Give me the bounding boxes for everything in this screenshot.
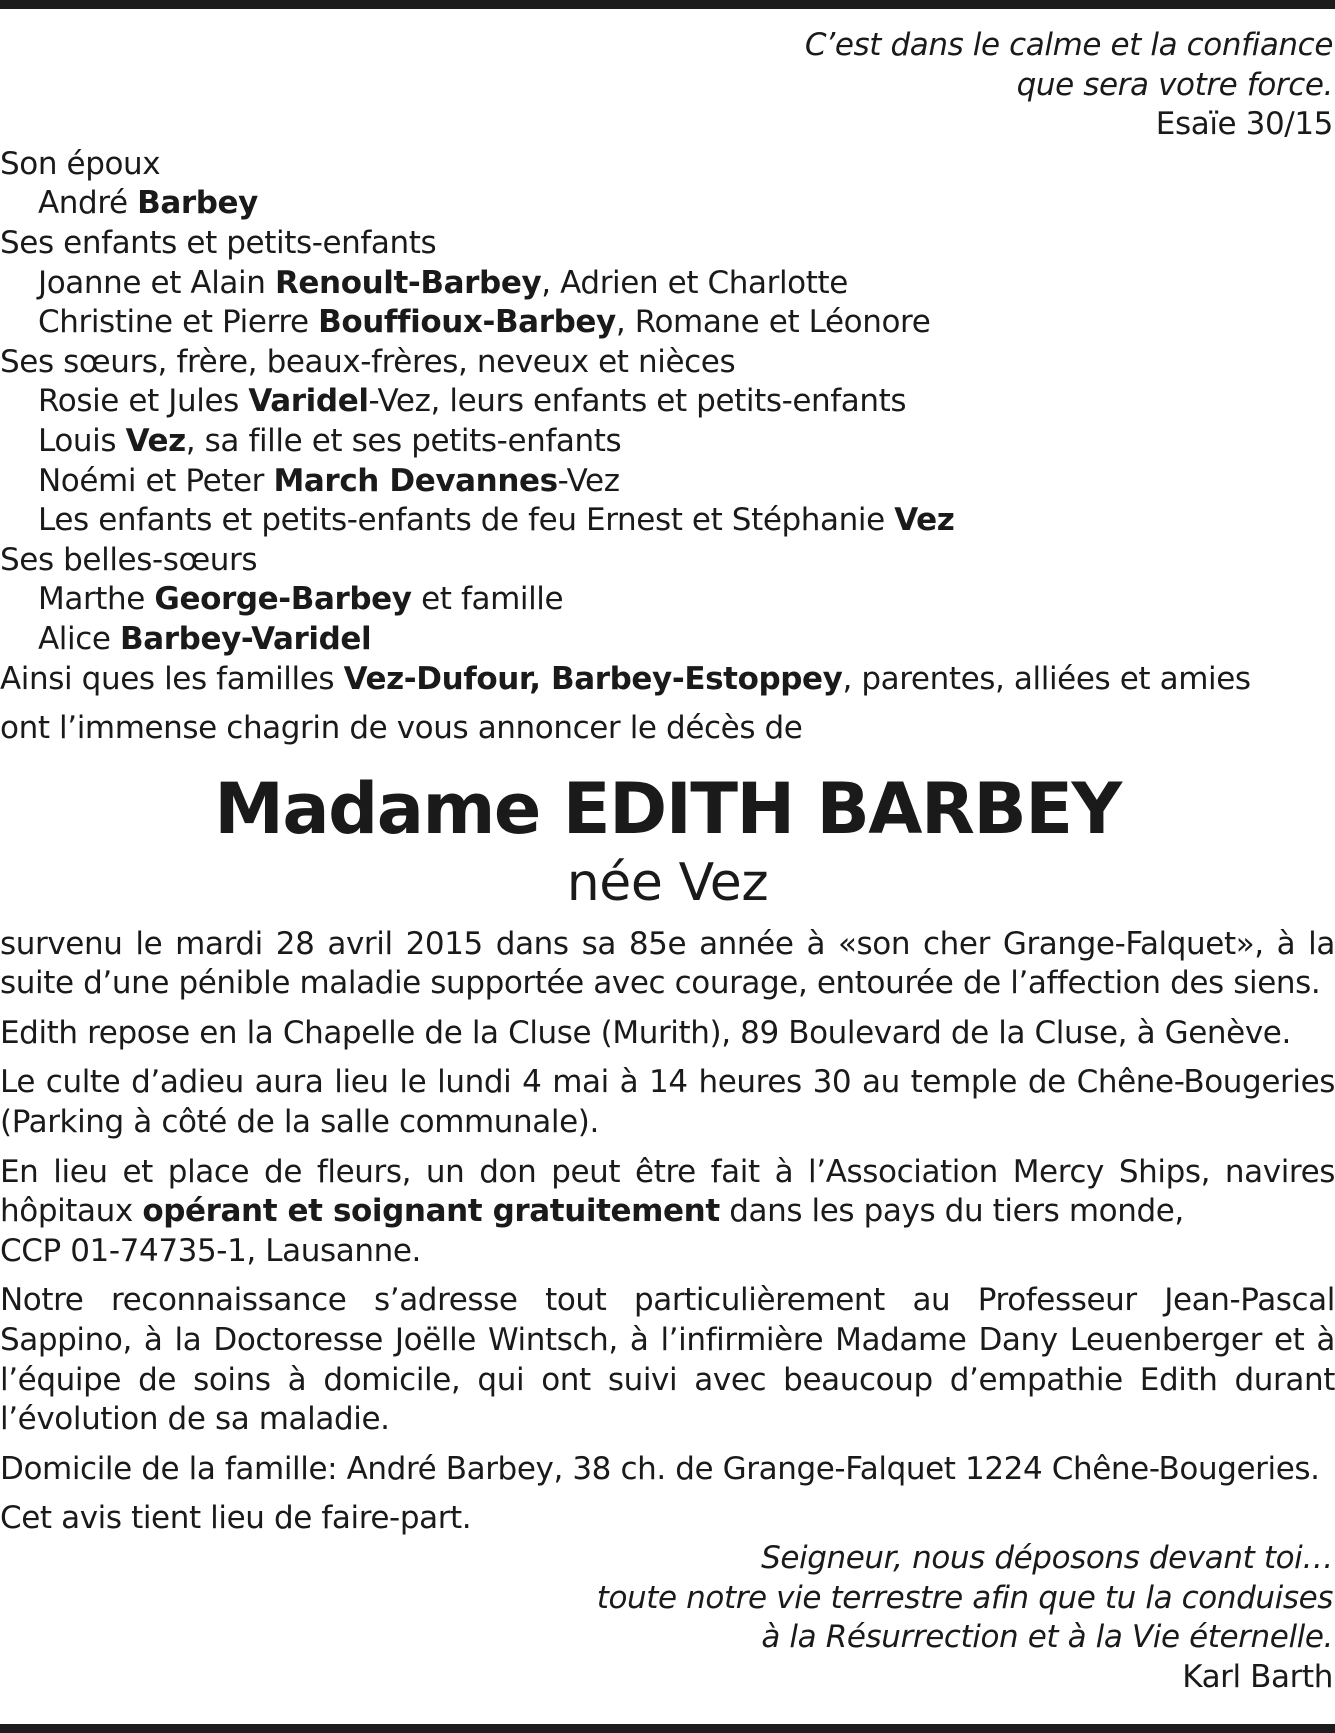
deceased-maiden-name: née Vez	[566, 852, 769, 913]
paragraph-chapel: Edith repose en la Chapelle de la Cluse (Murith), 89 Boulevard de la Cluse, à Genève.	[0, 1014, 1291, 1051]
donation-ccp: CCP 01-74735-1, Lausanne.	[0, 1232, 421, 1269]
family-member-frere: Louis Vez, sa fille et ses petits-enfants	[38, 422, 622, 459]
heading-epoux: Son époux	[0, 145, 161, 182]
epigraph-reference: Esaïe 30/15	[1155, 106, 1333, 143]
family-member-enfant-1: Joanne et Alain Renoult-Barbey, Adrien et Charlotte	[38, 264, 848, 301]
family-member-soeur-1: Rosie et Jules Varidel-Vez, leurs enfants et petits-enfants	[38, 383, 907, 420]
epigraph-line-1: C’est dans le calme et la confiance	[804, 27, 1333, 63]
heading-soeurs: Ses sœurs, frère, beaux-frères, neveux et nièces	[0, 343, 736, 380]
paragraph-ceremony: Le culte d’adieu aura lieu le lundi 4 mai à 14 heures 30 au temple de Chêne-Bougeries (Parking à côté de la salle communale).	[0, 1064, 1335, 1141]
epigraph-line-2: que sera votre force.	[1016, 66, 1333, 103]
family-member-enfant-2: Christine et Pierre Bouffioux-Barbey, Romane et Léonore	[38, 304, 931, 341]
deceased-name: Madame EDITH BARBEY	[214, 767, 1121, 850]
family-member-soeur-2: Noémi et Peter March Devannes-Vez	[38, 462, 620, 499]
obituary-notice	[0, 26, 1335, 1697]
paragraph-donation: En lieu et place de fleurs, un don peut être fait à l’Association Mercy Ships, navires hôpitaux opérant et soignant gratuitement dans les pays du tiers monde, CCP 01-74735-1, Lausanne.	[0, 1153, 1335, 1269]
announcement: ont l’immense chagrin de vous annoncer le décès de	[0, 710, 803, 747]
paragraph-faire-part: Cet avis tient lieu de faire-part.	[0, 1500, 472, 1537]
family-member-soeur-3: Les enfants et petits-enfants de feu Ernest et Stéphanie Vez	[38, 502, 955, 539]
family-member-epoux: André Barbey	[38, 185, 258, 222]
heading-enfants: Ses enfants et petits-enfants	[0, 224, 437, 261]
paragraph-death-details: survenu le mardi 28 avril 2015 dans sa 85e année à «son cher Grange-Falquet», à la suite d’une pénible maladie supportée avec courage, entourée de l’affection des siens.	[0, 925, 1335, 1002]
paragraph-thanks: Notre reconnaissance s’adresse tout particulièrement au Professeur Jean-Pascal Sappino, à la Doctoresse Joëlle Wintsch, à l’infirmière Madame Dany Leuenberger et à l’équipe de soins à domicile, qui ont suivi avec beaucoup d’empathie Edith durant l’évolution de sa maladie.	[0, 1282, 1335, 1438]
closing-author: Karl Barth	[1182, 1658, 1333, 1695]
other-families: Ainsi ques les familles Vez-Dufour, Barbey-Estoppey, parentes, alliées et amies	[0, 660, 1251, 697]
closing-line-1: Seigneur, nous déposons devant toi…	[761, 1540, 1333, 1576]
family-member-belle-soeur-1: Marthe George-Barbey et famille	[38, 581, 564, 618]
closing-line-2: toute notre vie terrestre afin que tu la conduises	[596, 1579, 1333, 1616]
closing-line-3: à la Résurrection et à la Vie éternelle.	[761, 1619, 1333, 1656]
family-member-belle-soeur-2: Alice Barbey-Varidel	[38, 620, 372, 657]
heading-belles-soeurs: Ses belles-sœurs	[0, 541, 258, 578]
top-rule	[0, 0, 1335, 9]
paragraph-domicile: Domicile de la famille: André Barbey, 38 ch. de Grange-Falquet 1224 Chêne-Bougeries.	[0, 1450, 1320, 1487]
bottom-rule	[0, 1724, 1335, 1733]
